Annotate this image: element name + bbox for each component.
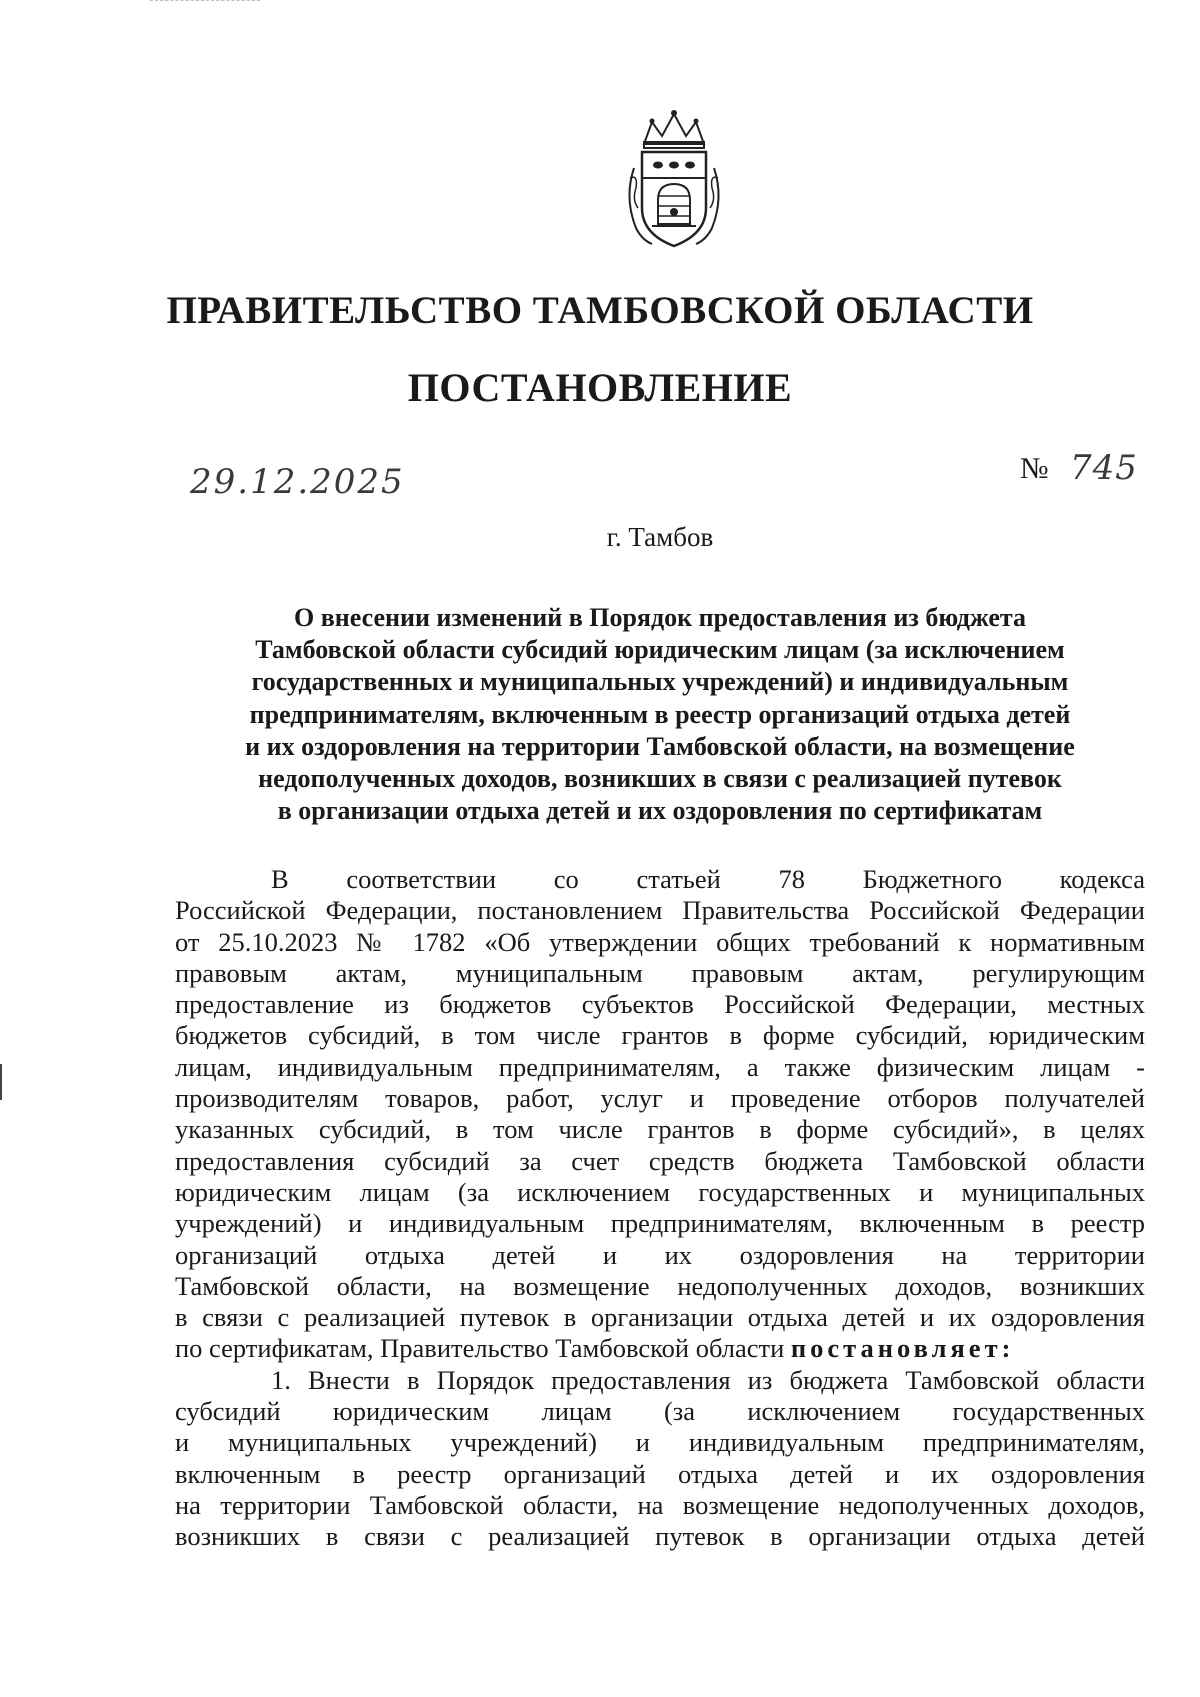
title-line: в организации отдыха детей и их оздоровления по сертификатам xyxy=(277,796,1043,826)
document-date: 29.12.2025 xyxy=(190,462,405,502)
document-number: 745 xyxy=(1070,448,1138,488)
body-line: от 25.10.2023 № 1782 «Об утверждении общих требований к нормативным xyxy=(175,926,1145,957)
body-line-final xyxy=(175,1333,1145,1364)
scan-artifact xyxy=(150,0,260,4)
body-line: в связи с реализацией путевок в организации отдыха детей и их оздоровления xyxy=(175,1302,1145,1333)
number-label: № xyxy=(1020,452,1049,485)
body-line: учреждений) и индивидуальным предпринимателям, включенным в реестр xyxy=(175,1208,1145,1239)
document-body xyxy=(175,864,1145,1553)
body-line: бюджетов субсидий, в том числе грантов в форме субсидий, юридическим xyxy=(175,1020,1145,1051)
body-line: Российской Федерации, постановлением Правительства Российской Федерации xyxy=(175,895,1145,926)
item-line: на территории Тамбовской области, на возмещение недополученных доходов, xyxy=(175,1489,1145,1520)
item-line: 1. Внести в Порядок предоставления из бюджета Тамбовской области xyxy=(271,1364,1145,1395)
title-line: государственных и муниципальных учреждений) и индивидуальным xyxy=(251,667,1069,697)
body-line: правовым актам, муниципальным правовым актам, регулирующим xyxy=(175,957,1145,988)
organization-title: ПРАВИТЕЛЬСТВО ТАМБОВСКОЙ ОБЛАСТИ xyxy=(166,289,1034,332)
tambov-coat-of-arms-icon xyxy=(622,108,726,258)
body-line: организаций отдыха детей и их оздоровления на территории xyxy=(175,1239,1145,1270)
title-line: Тамбовской области субсидий юридическим лицам (за исключением xyxy=(255,635,1065,665)
item-line: включенным в реестр организаций отдыха детей и их оздоровления xyxy=(175,1458,1145,1489)
title-line: недополученных доходов, возникших в связи с реализацией путевок xyxy=(258,764,1062,794)
document-type-title: ПОСТАНОВЛЕНИЕ xyxy=(407,365,793,410)
body-line: Тамбовской области, на возмещение недополученных доходов, возникших xyxy=(175,1270,1145,1301)
item-line: возникших в связи с реализацией путевок в организации отдыха детей xyxy=(175,1521,1145,1552)
body-line: предоставления субсидий за счет средств бюджета Тамбовской области xyxy=(175,1145,1145,1176)
title-line: и их оздоровления на территории Тамбовской области, на возмещение xyxy=(245,731,1075,761)
body-line: производителям товаров, работ, услуг и проведение отборов получателей xyxy=(175,1083,1145,1114)
body-line: юридическим лицам (за исключением государственных и муниципальных xyxy=(175,1176,1145,1207)
title-line: предпринимателям, включенным в реестр организаций отдыха детей xyxy=(249,699,1071,729)
document-subject-title xyxy=(175,602,1145,827)
body-line: лицам, индивидуальным предпринимателям, а также физическим лицам - xyxy=(175,1051,1145,1082)
body-line: указанных субсидий, в том числе грантов в форме субсидий», в целях xyxy=(175,1114,1145,1145)
body-line: предоставление из бюджетов субъектов Российской Федерации, местных xyxy=(175,989,1145,1020)
body-line: В соответствии со статьей 78 Бюджетного кодекса xyxy=(271,864,1145,894)
body-line-text: по сертификатам, Правительство Тамбовской области xyxy=(175,1333,785,1364)
city: г. Тамбов xyxy=(606,522,714,552)
item-line: субсидий юридическим лицам (за исключением государственных xyxy=(175,1396,1145,1427)
title-line: О внесении изменений в Порядок предоставления из бюджета xyxy=(293,603,1026,632)
item-line: и муниципальных учреждений) и индивидуальным предпринимателям, xyxy=(175,1427,1145,1458)
scan-edge-mark xyxy=(0,1064,2,1100)
decree-word: постановляет: xyxy=(790,1333,1015,1364)
